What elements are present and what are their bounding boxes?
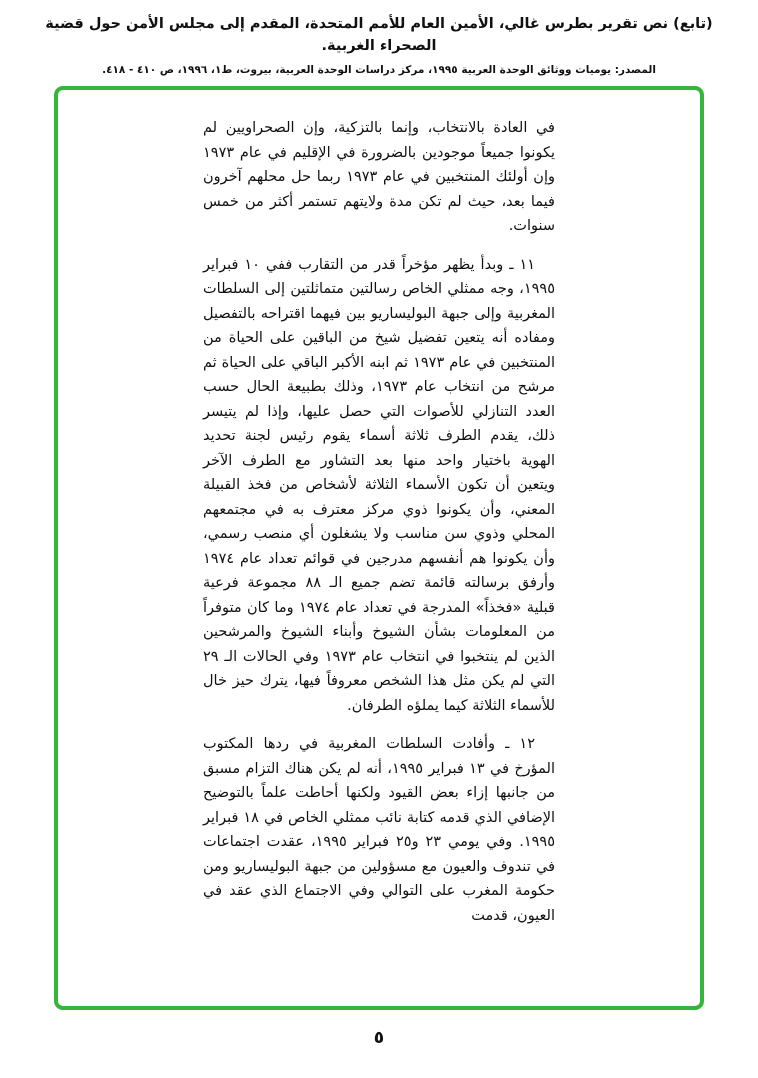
source-line: المصدر: يوميات ووثائق الوحدة العربية ١٩٩٥، مركز دراسات الوحدة العربية، بيروت، ط١، ١٩٩٦، ص ٤١٠ - ٤١٨. xyxy=(102,63,656,76)
page-header xyxy=(0,0,758,76)
paragraph-12: ١٢ ـ وأفادت السلطات المغربية في ردها المكتوب المؤرخ في ١٣ فبراير ١٩٩٥، أنه لم يكن هناك التزام مسبق من جانبها إزاء بعض القيود ولكنها أحاطت علماً بالتوضيح الإضافي الذي قدمه كتابة نائب ممثلي الخاص في ١٨ فبراير ١٩٩٥. وفي يومي ٢٣ و٢٥ فبراير ١٩٩٥، عقدت اجتماعات في تندوف والعيون مع مسؤولين من جبهة البوليساريو ومن حكومة المغرب على التوالي وفي الاجتماع الذي عقد في العيون، قدمت xyxy=(203,736,556,924)
body-text-column xyxy=(203,116,555,928)
paragraph-continuation: في العادة بالانتخاب، وإنما بالتزكية، وإن الصحراويين لم يكونوا جميعاً موجودين بالضرورة في الإقليم في عام ١٩٧٣ وإن أولئك المنتخبين في عام ١٩٧٣ ربما حل محلهم آخرون فيما بعد، حيث لم تكن مدة ولايتهم تستمر أكثر من خمس سنوات. xyxy=(203,120,555,234)
paragraph-11: ١١ ـ وبدأ يظهر مؤخراً قدر من التقارب ففي ١٠ فبراير ١٩٩٥، وجه ممثلي الخاص رسالتين متماثلتين إلى السلطات المغربية وإلى جبهة البوليساريو بين فيهما اقتراحه بالتفصيل ومفاده أنه يتعين تفضيل شيخ من الباقين على الحياة من المنتخبين في عام ١٩٧٣ ثم ابنه الأكبر الباقي على الحياة ثم مرشح من انتخاب عام ١٩٧٣، وذلك بطبيعة الحال حسب العدد التنازلي للأصوات التي حصل عليها، وإذا لم يتيسر ذلك، يقدم الطرف ثلاثة أسماء يقوم رئيس لجنة تحديد الهوية باختيار واحد منها بعد التشاور مع الطرف الآخر ويتعين أن تكون الأسماء الثلاثة لأشخاص من فخذ القبيلة المعني، وأن يكونوا ذوي مركز معترف به في مجتمعهم المحلي وذوي سن مناسب ولا يشغلون أي منصب رسمي، وأن يكونوا هم أنفسهم مدرجين في قوائم تعداد عام ١٩٧٤ وأرفق برسالته قائمة تضم جميع الـ ٨٨ مجموعة فرعية قبلية «فخذاً» المدرجة في تعداد عام ١٩٧٤ وما كان متوفراً من المعلومات بشأن الشيوخ وأبناء الشيوخ والمرشحين الذين لم ينتخبوا في انتخاب عام ١٩٧٣ وفي الحالات الـ ٢٩ التي لم يكن مثل هذا الشخص معروفاً فيها، يترك حيز خال للأسماء الثلاثة كيما يملؤه الطرفان. xyxy=(203,256,556,714)
page-number: ٥ xyxy=(373,1028,385,1048)
content-border-box xyxy=(54,86,704,1010)
header-title: (تابع) نص تقرير بطرس غالي، الأمين العام للأمم المتحدة، المقدم إلى مجلس الأمن حول قضية الصحراء الغربية. xyxy=(45,16,713,54)
